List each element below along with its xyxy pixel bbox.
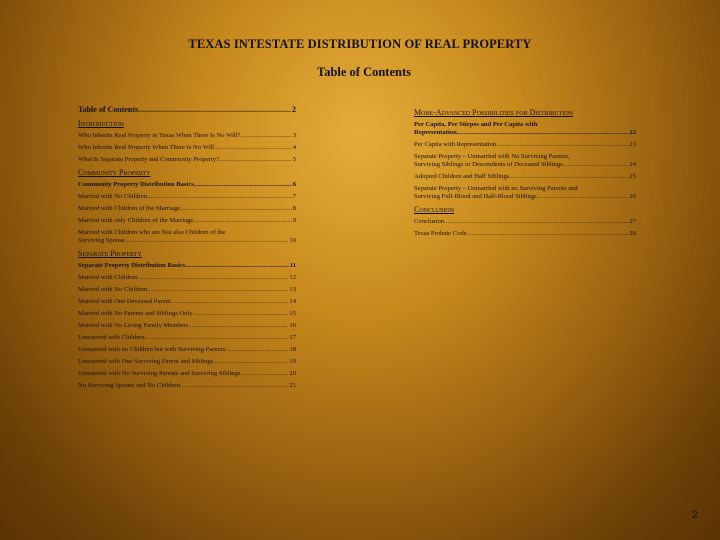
toc-entry-page: 15 <box>289 310 296 317</box>
toc-entry[interactable] <box>414 185 636 201</box>
toc-entry[interactable] <box>78 193 296 201</box>
toc-entry-page: 16 <box>289 322 296 329</box>
leader-dots <box>125 237 289 245</box>
toc-entry[interactable] <box>78 217 296 225</box>
toc-entry[interactable] <box>78 205 296 213</box>
section-heading: Community Property <box>78 168 151 177</box>
section-heading: More-Advanced Possibilities for Distribution <box>414 108 574 117</box>
toc-entry-page: 8 <box>292 205 296 212</box>
toc-entry-page: 4 <box>292 144 296 151</box>
toc-entry-label-line1: Separate Property – Unmarried with no Surviving Parents and <box>414 185 578 192</box>
toc-entry-page: 14 <box>289 298 296 305</box>
leader-dots <box>185 262 289 270</box>
toc-entry[interactable] <box>78 262 296 270</box>
toc-entry[interactable] <box>78 370 296 378</box>
leader-dots <box>225 346 288 354</box>
toc-entry-label: Surviving Full-Blood and Half-Blood Siblings <box>414 193 537 200</box>
toc-entry[interactable] <box>414 121 636 137</box>
toc-entry[interactable] <box>78 382 296 390</box>
leader-dots <box>147 193 292 201</box>
toc-entry-page: 10 <box>289 237 296 244</box>
toc-entry[interactable] <box>78 132 296 140</box>
leader-dots <box>444 218 628 226</box>
toc-entry-label: Married with No Children <box>78 286 148 293</box>
toc-entry-label-line1: Per Capita, Per Stirpes and Per Capita with <box>414 121 538 128</box>
section-heading: Separate Property <box>78 249 142 258</box>
toc-entry-label: Married with One Deceased Parent <box>78 298 171 305</box>
toc-entry-label: Per Capita with Representation <box>414 141 497 148</box>
leader-dots <box>496 141 628 149</box>
toc-entry[interactable] <box>78 274 296 282</box>
toc-entry-label: No Surviving Spouse and No Children <box>78 382 181 389</box>
toc-entry-label: What Is Separate Property and Community Property? <box>78 156 219 163</box>
leader-dots <box>214 144 292 152</box>
toc-entry-label: Who Inherits Real Property in Texas When There Is No Will? <box>78 132 241 139</box>
toc-entry-page: 2 <box>292 105 296 114</box>
leader-dots <box>137 274 288 282</box>
toc-entry-label: Married with No Living Family Members <box>78 322 189 329</box>
toc-entry-label: Representation <box>414 129 457 136</box>
toc-entry-page: 28 <box>629 230 636 237</box>
leader-dots <box>138 105 291 115</box>
toc-entry-page: 6 <box>292 181 296 188</box>
toc-entry-label: Married with only Children of the Marriage <box>78 217 194 224</box>
toc-entry-label: Surviving Siblings or Descendents of Deceased Siblings <box>414 161 563 168</box>
toc-entry-label: Who Inherits Real Property When There Is No Will <box>78 144 214 151</box>
document-title: TEXAS INTESTATE DISTRIBUTION OF REAL PROPERTY <box>188 37 532 51</box>
leader-dots <box>194 181 292 189</box>
leader-dots <box>180 205 292 213</box>
toc-entry-label: Unmarried with no Children but with Surviving Parents <box>78 346 226 353</box>
leader-dots <box>457 129 629 137</box>
toc-entry-label: Unmarried with No Surviving Parents and Surviving Siblings <box>78 370 241 377</box>
toc-entry[interactable] <box>414 218 636 226</box>
toc-entry-page: 25 <box>629 173 636 180</box>
leader-dots <box>467 230 629 238</box>
leader-dots <box>213 358 288 366</box>
leader-dots <box>563 161 629 169</box>
toc-entry-label: Married with No Children <box>78 193 148 200</box>
toc-entry-page: 18 <box>289 346 296 353</box>
leader-dots <box>240 370 288 378</box>
leader-dots <box>145 334 289 342</box>
toc-left-column <box>78 105 296 394</box>
toc-entry-page: 7 <box>292 193 296 200</box>
toc-entry[interactable] <box>78 334 296 342</box>
toc-entry-page: 12 <box>289 274 296 281</box>
leader-dots <box>219 156 292 164</box>
toc-entry-label-line1: Married with Children who are Not also Children of the <box>78 229 226 236</box>
leader-dots <box>188 322 288 330</box>
toc-entry-page: 3 <box>292 132 296 139</box>
toc-entry[interactable] <box>78 144 296 152</box>
leader-dots <box>171 298 289 306</box>
toc-right-column <box>414 107 636 242</box>
toc-entry-label: Married with Children <box>78 274 138 281</box>
toc-entry-label: Texas Probate Code <box>414 230 467 237</box>
section-heading: Introduction <box>78 119 124 128</box>
toc-entry-label: Separate Property Distribution Basics <box>78 262 186 269</box>
toc-entry-page: 11 <box>289 262 296 269</box>
toc-entry-label: Married with No Parents and Siblings Only <box>78 310 193 317</box>
toc-entry[interactable] <box>78 346 296 354</box>
toc-entry[interactable] <box>414 141 636 149</box>
page-number: 2 <box>691 509 698 521</box>
section-heading: Conclusion <box>414 205 455 214</box>
toc-entry-page: 9 <box>292 217 296 224</box>
leader-dots <box>147 286 288 294</box>
toc-entry[interactable] <box>414 153 636 169</box>
toc-entry-page: 24 <box>629 161 636 168</box>
toc-entry-page: 19 <box>289 358 296 365</box>
toc-entry-label-line1: Separate Property – Unmarried with No Surviving Parents, <box>414 153 570 160</box>
leader-dots <box>537 193 629 201</box>
toc-entry-label: Unmarried with Children <box>78 334 145 341</box>
toc-entry[interactable] <box>78 229 296 245</box>
toc-entry-label: Married with Children of the Marriage <box>78 205 180 212</box>
toc-entry-page: 5 <box>292 156 296 163</box>
toc-entry[interactable] <box>414 173 636 181</box>
toc-entry[interactable] <box>414 230 636 238</box>
toc-entry-page: 27 <box>629 218 636 225</box>
leader-dots <box>193 217 291 225</box>
toc-entry[interactable] <box>78 358 296 366</box>
toc-entry[interactable] <box>78 286 296 294</box>
toc-entry-page: 20 <box>289 370 296 377</box>
toc-entry-label: Conclusion <box>414 218 445 225</box>
toc-entry[interactable] <box>78 156 296 164</box>
toc-entry-label: Table of Contents <box>78 105 139 114</box>
toc-entry-page: 26 <box>629 193 636 200</box>
toc-entry-page: 17 <box>289 334 296 341</box>
toc-entry-label: Unmarried with One Surviving Parent and Siblings <box>78 358 214 365</box>
toc-entry-label: Community Property Distribution Basics <box>78 181 194 188</box>
toc-entry-page: 23 <box>629 141 636 148</box>
toc-entry-label: Surviving Spouse <box>78 237 125 244</box>
toc-entry-page: 21 <box>289 382 296 389</box>
leader-dots <box>509 173 628 181</box>
toc-entry-label: Adopted Children and Half Siblings <box>414 173 510 180</box>
toc-entry[interactable] <box>78 310 296 318</box>
leader-dots <box>180 382 288 390</box>
toc-entry[interactable] <box>78 322 296 330</box>
document-subtitle: Table of Contents <box>317 65 411 79</box>
toc-entry-page: 22 <box>629 129 636 136</box>
leader-dots <box>193 310 289 318</box>
toc-entry[interactable] <box>78 298 296 306</box>
leader-dots <box>241 132 292 140</box>
toc-entry-page: 13 <box>289 286 296 293</box>
toc-entry-table-of-contents[interactable] <box>78 105 296 115</box>
toc-entry[interactable] <box>78 181 296 189</box>
